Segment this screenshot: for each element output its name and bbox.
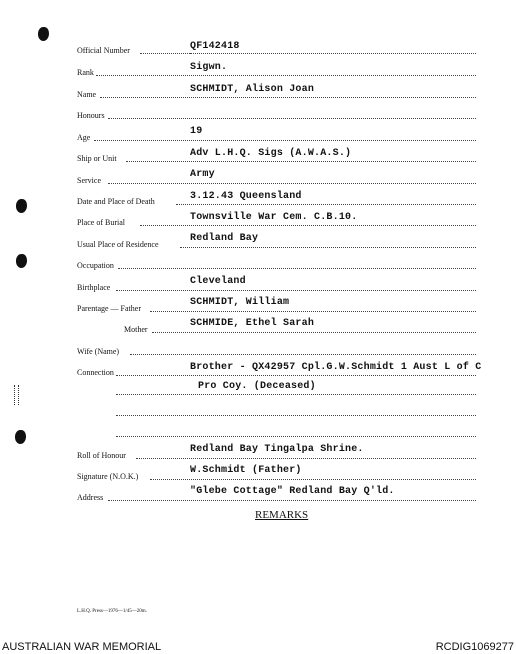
- ship-or-unit-dotted-line: [126, 161, 476, 162]
- wife-dotted-line: [130, 354, 476, 355]
- honours-label: Honours: [77, 111, 105, 120]
- footer-institution: AUSTRALIAN WAR MEMORIAL: [2, 641, 162, 653]
- punch-hole-top: [38, 27, 49, 41]
- usual-residence-label: Usual Place of Residence: [77, 240, 159, 249]
- remarks-heading: REMARKS: [255, 509, 309, 521]
- birthplace-value: Cleveland: [190, 276, 246, 287]
- connection-continuation-line-1: [116, 394, 476, 395]
- address-label: Address: [77, 493, 104, 502]
- signature-label: Signature (N.O.K.): [77, 472, 139, 481]
- signature-dotted-line: [150, 479, 476, 480]
- mother-value: SCHMIDE, Ethel Sarah: [190, 318, 315, 329]
- connection-continuation-line-3: [116, 436, 476, 437]
- rank-label: Rank: [77, 68, 94, 77]
- official-number-value: QF142418: [190, 41, 240, 52]
- date-place-death-dotted-line: [176, 204, 476, 205]
- official-number-value-line: [190, 53, 476, 54]
- father-dotted-line: [150, 311, 476, 312]
- ship-or-unit-value: Adv L.H.Q. Sigs (A.W.A.S.): [190, 148, 352, 159]
- ship-or-unit-label: Ship or Unit: [77, 154, 117, 163]
- occupation-dotted-line: [118, 268, 476, 269]
- occupation-label: Occupation: [77, 261, 114, 270]
- printer-note: L.H.Q. Press—1976—1/45—20m.: [77, 609, 147, 614]
- signature-value: W.Schmidt (Father): [190, 465, 302, 476]
- service-label: Service: [77, 176, 101, 185]
- place-of-burial-label: Place of Burial: [77, 218, 125, 227]
- place-of-burial-dotted-line: [140, 225, 476, 226]
- roll-of-honour-value: Redland Bay Tingalpa Shrine.: [190, 444, 364, 455]
- age-dotted-line: [94, 140, 476, 141]
- father-label: Parentage — Father: [77, 304, 141, 313]
- usual-residence-value: Redland Bay: [190, 233, 259, 244]
- punch-hole-upper: [16, 199, 27, 213]
- address-dotted-line: [108, 500, 476, 501]
- connection-value-line-2: Pro Coy. (Deceased): [198, 381, 316, 392]
- address-value: "Glebe Cottage" Redland Bay Q'ld.: [190, 486, 395, 497]
- birthplace-dotted-line: [116, 290, 476, 291]
- punch-hole-lower: [15, 430, 26, 444]
- connection-label: Connection: [77, 368, 114, 377]
- roll-of-honour-dotted-line: [136, 458, 476, 459]
- name-label: Name: [77, 90, 97, 99]
- official-number-label: Official Number: [77, 46, 130, 55]
- place-of-burial-value: Townsville War Cem. C.B.10.: [190, 212, 358, 223]
- archive-footer: [0, 640, 516, 654]
- mother-dotted-line: [152, 332, 476, 333]
- honours-dotted-line: [108, 118, 476, 119]
- connection-continuation-line-2: [116, 415, 476, 416]
- name-value: SCHMIDT, Alison Joan: [190, 84, 315, 95]
- margin-mark: [14, 385, 19, 405]
- age-value: 19: [190, 126, 203, 137]
- roll-of-honour-label: Roll of Honour: [77, 451, 126, 460]
- name-dotted-line: [100, 97, 476, 98]
- footer-record-id: RCDIG1069277: [435, 641, 514, 653]
- rank-value: Sigwn.: [190, 62, 228, 73]
- connection-dotted-line: [116, 375, 476, 376]
- rank-dotted-line: [96, 75, 476, 76]
- age-label: Age: [77, 133, 91, 142]
- wife-label: Wife (Name): [77, 347, 120, 356]
- date-place-death-value: 3.12.43 Queensland: [190, 191, 302, 202]
- birthplace-label: Birthplace: [77, 283, 111, 292]
- service-value: Army: [190, 169, 215, 180]
- service-dotted-line: [108, 183, 476, 184]
- father-value: SCHMIDT, William: [190, 297, 290, 308]
- date-place-death-label: Date and Place of Death: [77, 197, 155, 206]
- official-number-dotted-line: [140, 53, 190, 54]
- usual-residence-dotted-line: [180, 247, 476, 248]
- connection-value-line-1: Brother - QX42957 Cpl.G.W.Schmidt 1 Aust L of C: [190, 362, 482, 373]
- punch-hole-middle: [16, 254, 27, 268]
- mother-label: Mother: [124, 325, 148, 334]
